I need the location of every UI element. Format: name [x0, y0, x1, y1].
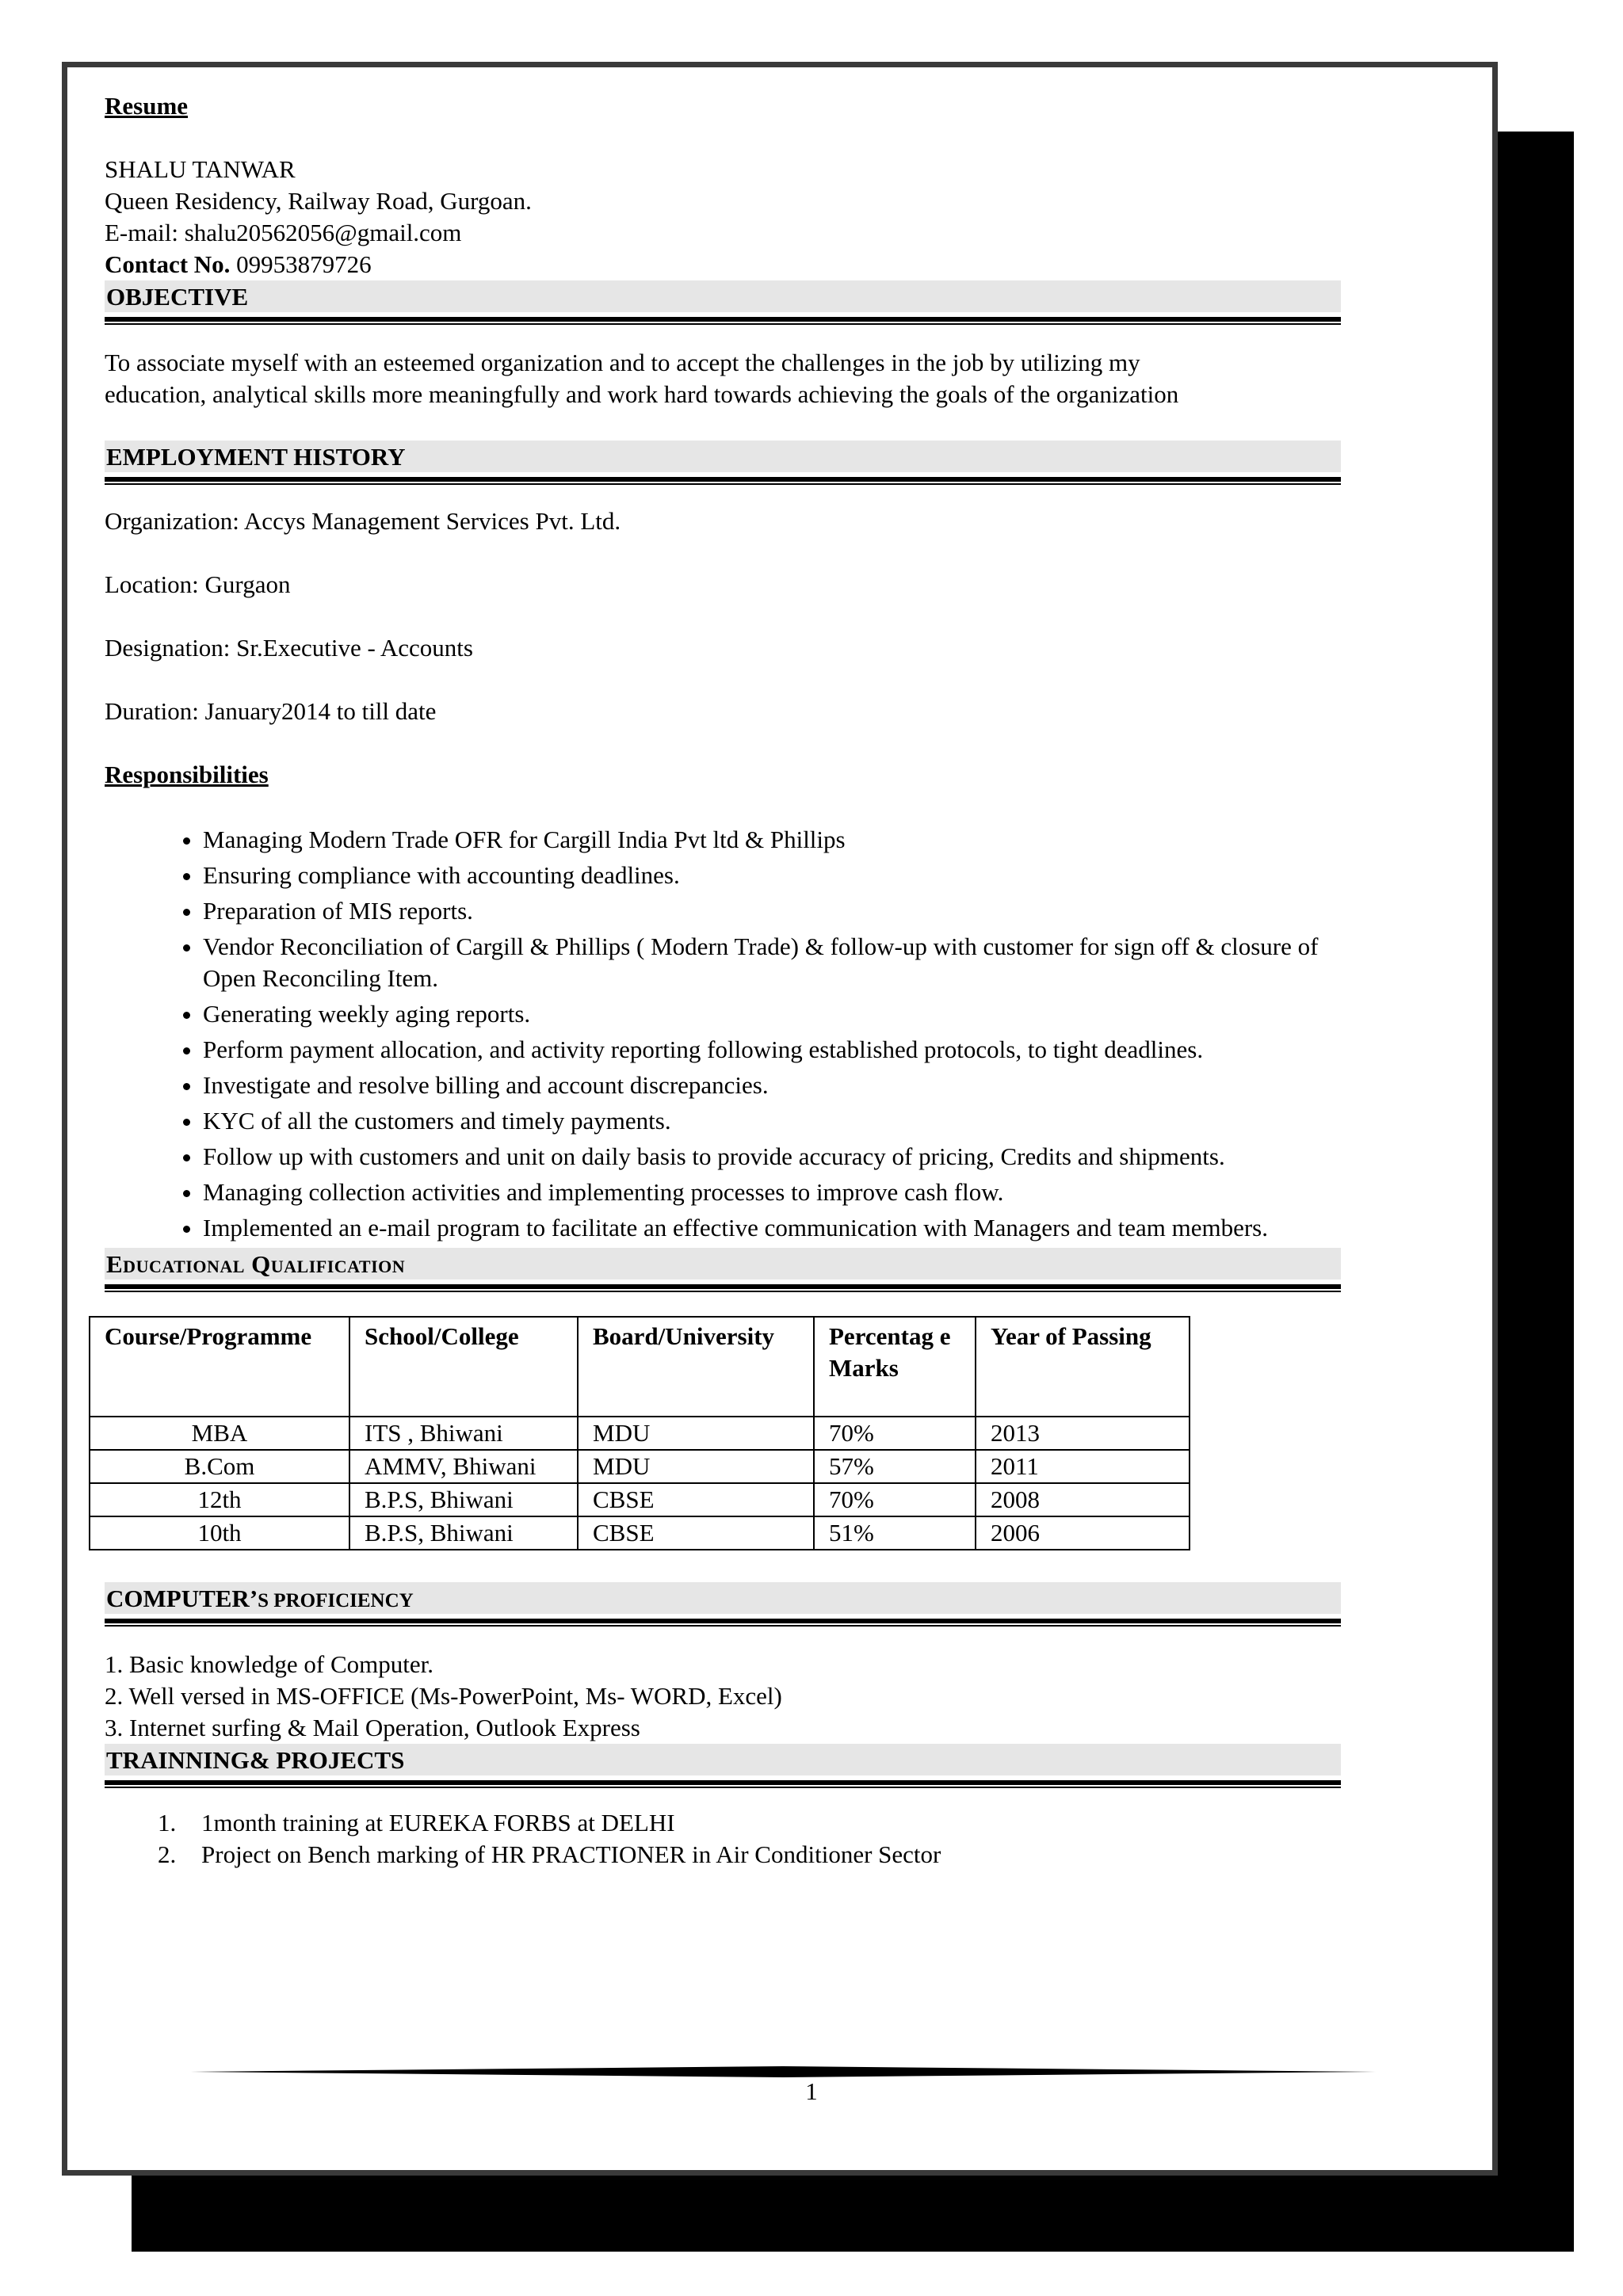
training-list — [105, 1807, 1341, 1871]
computer-heading — [105, 1582, 1341, 1614]
list-item: • Vendor Reconciliation of Cargill & Phillips ( Modern Trade) & follow-up with customer for sign off & closure of Open Reconciling Item. — [203, 931, 1341, 994]
employment-heading: EMPLOYMENT HISTORY — [105, 441, 1341, 472]
education-table — [89, 1316, 1190, 1550]
candidate-name: SHALU TANWAR — [105, 155, 296, 183]
cell-board: CBSE — [578, 1483, 814, 1516]
cell-school: B.P.S, Bhiwani — [349, 1516, 578, 1550]
list-item: 1. 1month training at EUREKA FORBS at DELHI — [182, 1807, 1341, 1839]
list-item: • Managing collection activities and implementing processes to improve cash flow. — [203, 1177, 1341, 1208]
table-row — [90, 1516, 1190, 1550]
table-row — [90, 1483, 1190, 1516]
cell-course: 12th — [90, 1483, 349, 1516]
duration: Duration: January2014 to till date — [105, 697, 437, 725]
list-item: • Ensuring compliance with accounting deadlines. — [203, 860, 1341, 891]
list-item: 1. Basic knowledge of Computer. — [105, 1650, 433, 1678]
computer-heading-rest: S PROFICIENCY — [258, 1590, 414, 1611]
list-item: • Managing Modern Trade OFR for Cargill India Pvt ltd & Phillips — [203, 824, 1341, 856]
cell-school: AMMV, Bhiwani — [349, 1450, 578, 1483]
table-row — [90, 1450, 1190, 1483]
cell-board: MDU — [578, 1417, 814, 1450]
cell-percentage: 57% — [814, 1450, 976, 1483]
training-heading: TRAINNING& PROJECTS — [105, 1744, 1341, 1775]
cell-year: 2011 — [976, 1450, 1190, 1483]
cell-course: B.Com — [90, 1450, 349, 1483]
cell-board: MDU — [578, 1450, 814, 1483]
cell-course: 10th — [90, 1516, 349, 1550]
list-item: • Follow up with customers and unit on daily basis to provide accuracy of pricing, Credits and shipments. — [203, 1141, 1341, 1173]
email: E-mail: shalu20562056@gmail.com — [105, 219, 462, 246]
cell-year: 2008 — [976, 1483, 1190, 1516]
table-header-row — [90, 1317, 1190, 1417]
contact-line — [105, 249, 1341, 280]
list-item: • KYC of all the customers and timely payments. — [203, 1105, 1341, 1137]
list-item: • Perform payment allocation, and activity reporting following established protocols, to tight deadlines. — [203, 1034, 1341, 1066]
col-course: Course/Programme — [90, 1317, 349, 1417]
contact-number: 09953879726 — [230, 250, 372, 278]
table-row — [90, 1417, 1190, 1450]
list-item: • Generating weekly aging reports. — [203, 998, 1341, 1030]
cell-percentage: 51% — [814, 1516, 976, 1550]
footer-divider — [190, 2066, 1376, 2077]
cell-school: ITS , Bhiwani — [349, 1417, 578, 1450]
objective-heading: OBJECTIVE — [105, 280, 1341, 312]
organization: Organization: Accys Management Services Pvt. Ltd. — [105, 507, 621, 535]
col-school: School/College — [349, 1317, 578, 1417]
cell-board: CBSE — [578, 1516, 814, 1550]
cell-school: B.P.S, Bhiwani — [349, 1483, 578, 1516]
doc-title: Resume — [105, 92, 189, 120]
col-board: Board/University — [578, 1317, 814, 1417]
cell-year: 2013 — [976, 1417, 1190, 1450]
list-item: 2. Well versed in MS-OFFICE (Ms-PowerPoint, Ms- WORD, Excel) — [105, 1682, 782, 1710]
cell-percentage: 70% — [814, 1483, 976, 1516]
col-percentage: Percentag e Marks — [814, 1317, 976, 1417]
education-heading: Educational Qualification — [105, 1248, 1341, 1280]
responsibilities-heading: Responsibilities — [105, 761, 269, 788]
cell-course: MBA — [90, 1417, 349, 1450]
col-year: Year of Passing — [976, 1317, 1190, 1417]
list-item: • Investigate and resolve billing and account discrepancies. — [203, 1070, 1341, 1101]
objective-line-2: education, analytical skills more meaningfully and work hard towards achieving the goals of the organization — [105, 380, 1179, 408]
computer-heading-main: COMPUTER’ — [106, 1585, 258, 1612]
cell-year: 2006 — [976, 1516, 1190, 1550]
responsibilities-list — [105, 824, 1341, 1244]
list-item: • Preparation of MIS reports. — [203, 895, 1341, 927]
address: Queen Residency, Railway Road, Gurgoan. — [105, 187, 532, 215]
cell-percentage: 70% — [814, 1417, 976, 1450]
objective-line-1: To associate myself with an esteemed organization and to accept the challenges in the job by utilizing my — [105, 349, 1140, 376]
designation: Designation: Sr.Executive - Accounts — [105, 634, 473, 662]
list-item: 3. Internet surfing & Mail Operation, Outlook Express — [105, 1714, 640, 1741]
list-item: • Implemented an e-mail program to facilitate an effective communication with Managers and team members. — [203, 1212, 1341, 1244]
location: Location: Gurgaon — [105, 570, 291, 598]
contact-label: Contact No. — [105, 250, 231, 278]
resume-content — [105, 87, 1341, 1871]
page-number: 1 — [805, 2077, 818, 2105]
list-item: 2. Project on Bench marking of HR PRACTIONER in Air Conditioner Sector — [182, 1839, 1341, 1871]
